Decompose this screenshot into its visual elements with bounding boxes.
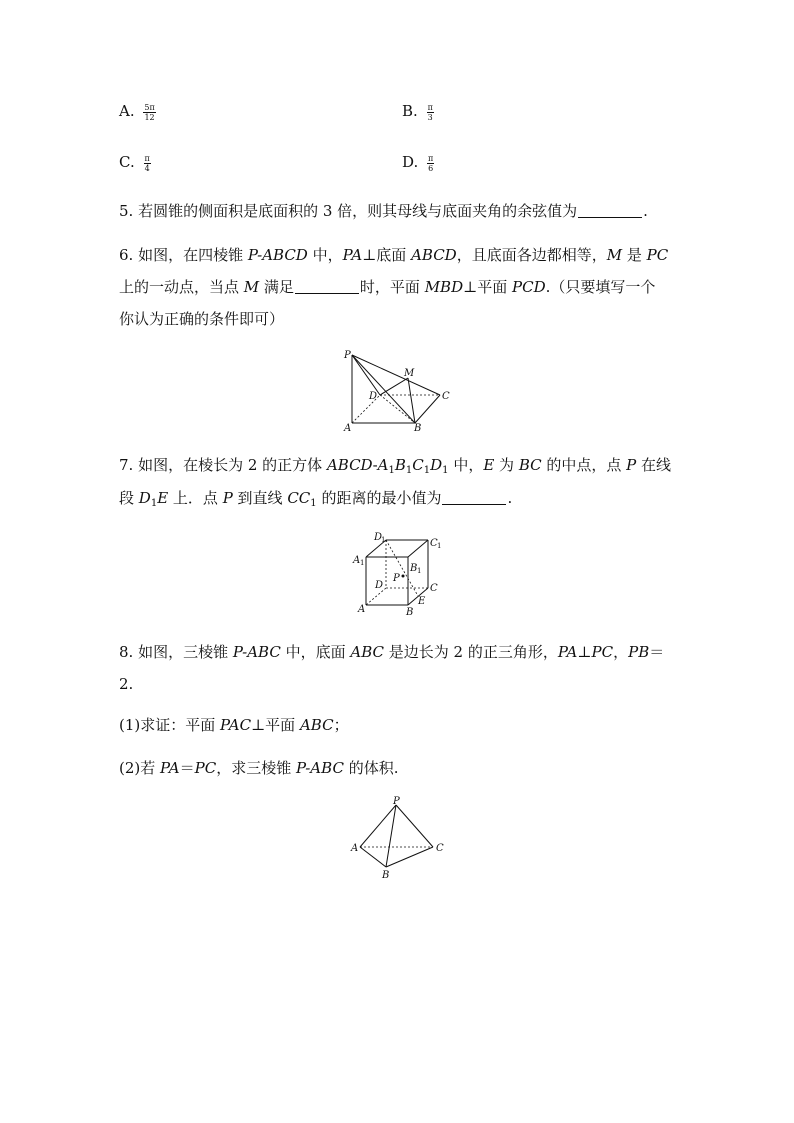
label-p: P [393,573,400,584]
pyramid-pabcd-figure [340,345,455,435]
edge-pb [352,355,415,423]
label-e: E [418,596,426,607]
label-c1: C [430,538,438,549]
question-6-line-3: 你认为正确的条件即可） [119,310,285,328]
label-d1: D [374,532,383,543]
label-a1: A [353,555,361,566]
label-c: C [442,391,450,402]
label-p: P [393,796,400,807]
question-6-line-2: 上的一动点，当点 M 满足 时，平面 MBD⊥平面 PCD.（只要填写一个 [119,278,656,296]
question-8-part-1: (1)求证：平面 PAC⊥平面 ABC； [119,716,349,734]
question-8-line-1: 8. 如图，三棱锥 P-ABC 中，底面 ABC 是边长为 2 的正三角形，PA⊥PC，PB＝ [119,643,665,661]
point-p [402,575,405,578]
question-5: 5. 若圆锥的侧面积是底面积的 3 倍，则其母线与底面夹角的余弦值为 . [119,202,648,220]
label-a: A [344,423,352,434]
fraction: $\frac{5\pi}{12}$ [144,102,155,122]
label-c: C [436,843,444,854]
option-a[interactable]: A. $\frac{5\pi}{12}$ [119,102,155,122]
label-c: C [430,583,438,594]
answer-blank[interactable] [295,279,359,294]
label-p: P [344,350,351,361]
answer-blank[interactable] [442,490,506,505]
label-m: M [404,368,415,379]
label-b: B [382,870,390,881]
svg-text:1: 1 [360,559,365,567]
label-b1: B [410,563,418,574]
question-8-line-2: 2. [119,675,134,693]
edge-pc [352,355,440,395]
question-7-line-1: 7. 如图，在棱长为 2 的正方体 ABCD-$A_1B_1C_1D_1$ 中，E 为 BC 的中点，点 P 在线 [119,456,672,476]
label-d: D [375,580,384,591]
tetrahedron-pabc-figure [348,795,453,885]
fraction: $\frac{\pi}{4}$ [144,153,150,173]
option-c[interactable]: C. $\frac{\pi}{4}$ [119,153,150,173]
label-b: B [414,423,422,434]
edge-dm [380,378,408,395]
svg-text:1: 1 [437,542,442,550]
cube-figure [348,530,448,620]
answer-blank[interactable] [578,203,642,218]
edge-bc [415,395,440,423]
option-b[interactable]: B. $\frac{\pi}{3}$ [402,102,433,122]
edge-db-hidden [380,395,415,423]
question-6-line-1: 6. 如图，在四棱锥 P-ABCD 中，PA⊥底面 ABCD，且底面各边都相等，M 是 PC [119,246,669,264]
label-a: A [351,843,359,854]
label-b: B [406,607,414,618]
svg-text:1: 1 [381,536,386,544]
label-d: D [369,391,378,402]
question-8-part-2: (2)若 PA＝PC，求三棱锥 P-ABC 的体积. [119,759,399,777]
label-a: A [358,604,366,615]
fraction: $\frac{\pi}{6}$ [428,153,434,173]
svg-text:1: 1 [417,567,422,575]
fraction: $\frac{\pi}{3}$ [427,102,433,122]
question-7-line-2: 段 $D_1E$ 上．点 P 到直线 $CC_1$ 的距离的最小值为 . [119,489,513,509]
option-d[interactable]: D. $\frac{\pi}{6}$ [402,153,434,173]
